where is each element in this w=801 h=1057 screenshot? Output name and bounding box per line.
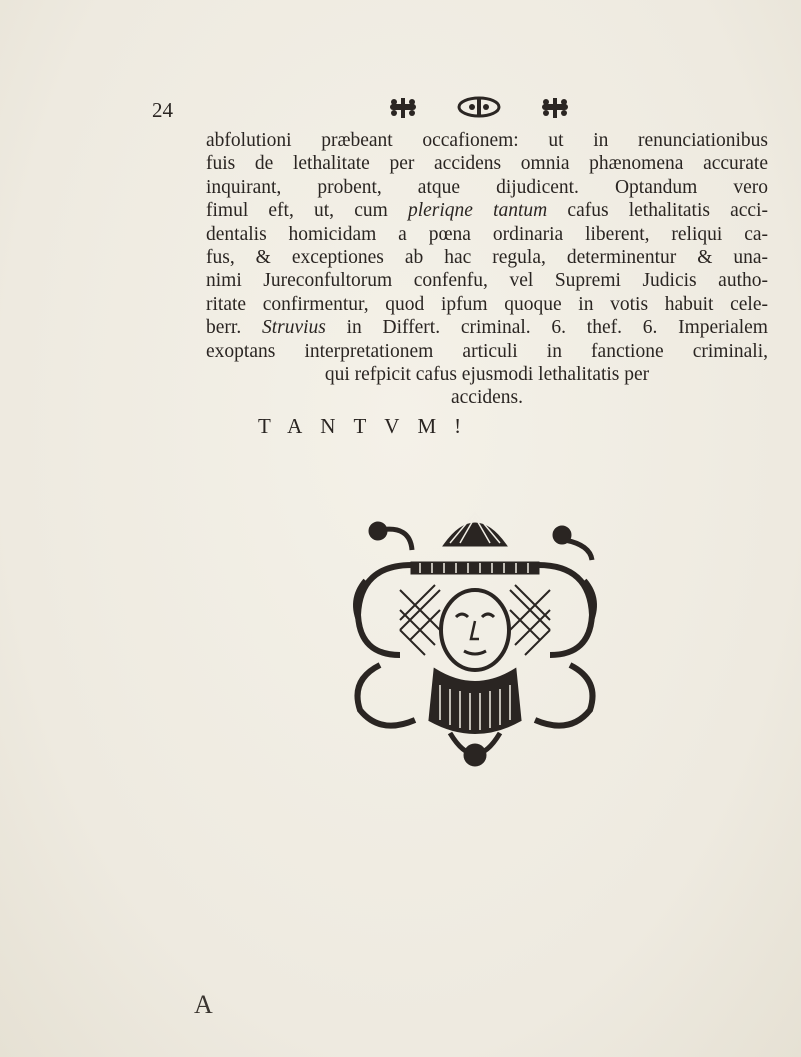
tailpiece-vignette-icon [340,505,610,773]
margin-mark: A [194,990,213,1019]
text-line [206,316,768,339]
closing-word: TANTVM! [258,414,480,438]
text-run: cafus lethalitatis acci- [547,200,768,222]
text-line: accidens. [450,387,523,409]
text-line: dentalis homicidam a pœna ordinaria liberent, reliqui ca- [206,223,768,245]
text-run: fimul eft, ut, cum [206,200,408,222]
text-line [206,199,768,222]
text-line: exoptans interpretationem articuli in fanctione criminali, [206,340,768,362]
body-text [206,129,768,410]
text-line: nimi Jureconfultorum confenfu, vel Supremi Judicis autho- [206,270,768,292]
text-run: in Differt. criminal. 6. thef. 6. Imperialem [325,317,768,339]
text-line: fus, & exceptiones ab hac regula, determinentur & una- [206,246,768,268]
author-name: Struvius [261,317,326,339]
text-line: fuis de lethalitate per accidens omnia phænomena accurate [206,153,768,175]
italic-phrase: pleriqne tantum [407,200,548,222]
text-line: ritate confirmentur, quod ipfum quoque in votis habuit cele- [206,293,768,315]
text-line: abfolutioni præbeant occafionem: ut in renunciationibus [206,130,768,151]
header-ornament-icon [384,94,574,122]
text-line: inquirant, probent, atque dijudicent. Optandum vero [206,176,768,198]
page-number: 24 [152,98,173,122]
text-run: berr. [206,317,262,339]
text-line: qui refpicit cafus ejusmodi lethalitatis per [324,363,650,385]
